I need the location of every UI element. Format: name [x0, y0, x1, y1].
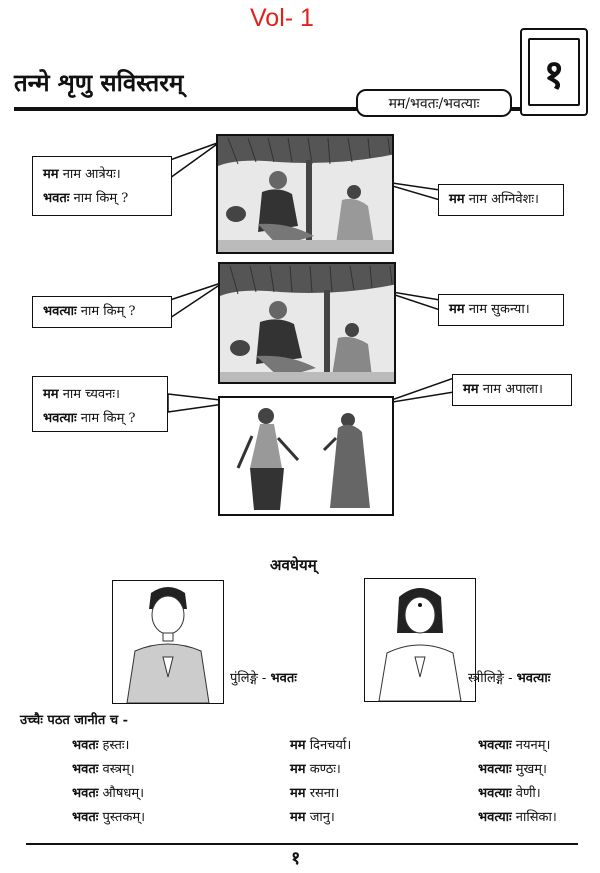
- list-item: भवतः वस्त्रम्।: [72, 762, 135, 777]
- list-item: मम रसना।: [290, 786, 340, 801]
- vocab-column-3: [478, 734, 557, 830]
- footer-rule: [26, 843, 578, 845]
- list-item: भवत्याः नयनम्।: [478, 738, 551, 753]
- illustration-sages-1: [216, 134, 394, 254]
- girl-illustration: [364, 578, 476, 702]
- list-item: भवत्याः वेणी।: [478, 786, 541, 801]
- speech-bubble: मम नाम आत्रेयः। भवतः नाम किम् ?: [32, 156, 172, 216]
- illustration-sages-2: [218, 262, 396, 384]
- speech-bubble: मम नाम अग्निवेशः।: [438, 184, 564, 216]
- lesson-number: १: [528, 38, 580, 106]
- exercise-instruction: उच्चैः पठत जानीत च -: [20, 713, 129, 728]
- list-item: भवत्याः मुखम्।: [478, 762, 547, 777]
- speech-bubble: मम नाम अपाला।: [452, 374, 572, 406]
- list-item: भवत्याः नासिका।: [478, 810, 557, 825]
- lesson-subtitle: मम/भवतः/भवत्याः: [356, 89, 512, 117]
- speech-bubble: मम नाम च्यवनः। भवत्याः नाम किम् ?: [32, 376, 168, 432]
- note-heading: अवधेयम्: [270, 556, 317, 574]
- vocab-column-2: [290, 734, 351, 830]
- list-item: मम दिनचर्या।: [290, 738, 352, 753]
- list-item: भवतः हस्तः।: [72, 738, 130, 753]
- speech-bubble: भवत्याः नाम किम् ?: [32, 296, 172, 328]
- lesson-title: तन्मे शृणु सविस्तरम्: [14, 68, 184, 97]
- volume-label: Vol- 1: [250, 4, 314, 32]
- list-item: भवतः पुस्तकम्।: [72, 810, 146, 825]
- list-item: मम कण्ठः।: [290, 762, 341, 777]
- feminine-label: स्त्रीलिङ्गे - भवत्याः: [468, 671, 551, 686]
- list-item: मम जानु।: [290, 810, 335, 825]
- illustration-couple: [218, 396, 394, 516]
- masculine-label: पुंलिङ्गे - भवतः: [230, 671, 297, 686]
- page-number: १: [291, 848, 301, 869]
- list-item: भवतः औषधम्।: [72, 786, 145, 801]
- boy-illustration: [112, 580, 224, 704]
- vocab-column-1: [72, 734, 145, 830]
- speech-bubble: मम नाम सुकन्या।: [438, 294, 564, 326]
